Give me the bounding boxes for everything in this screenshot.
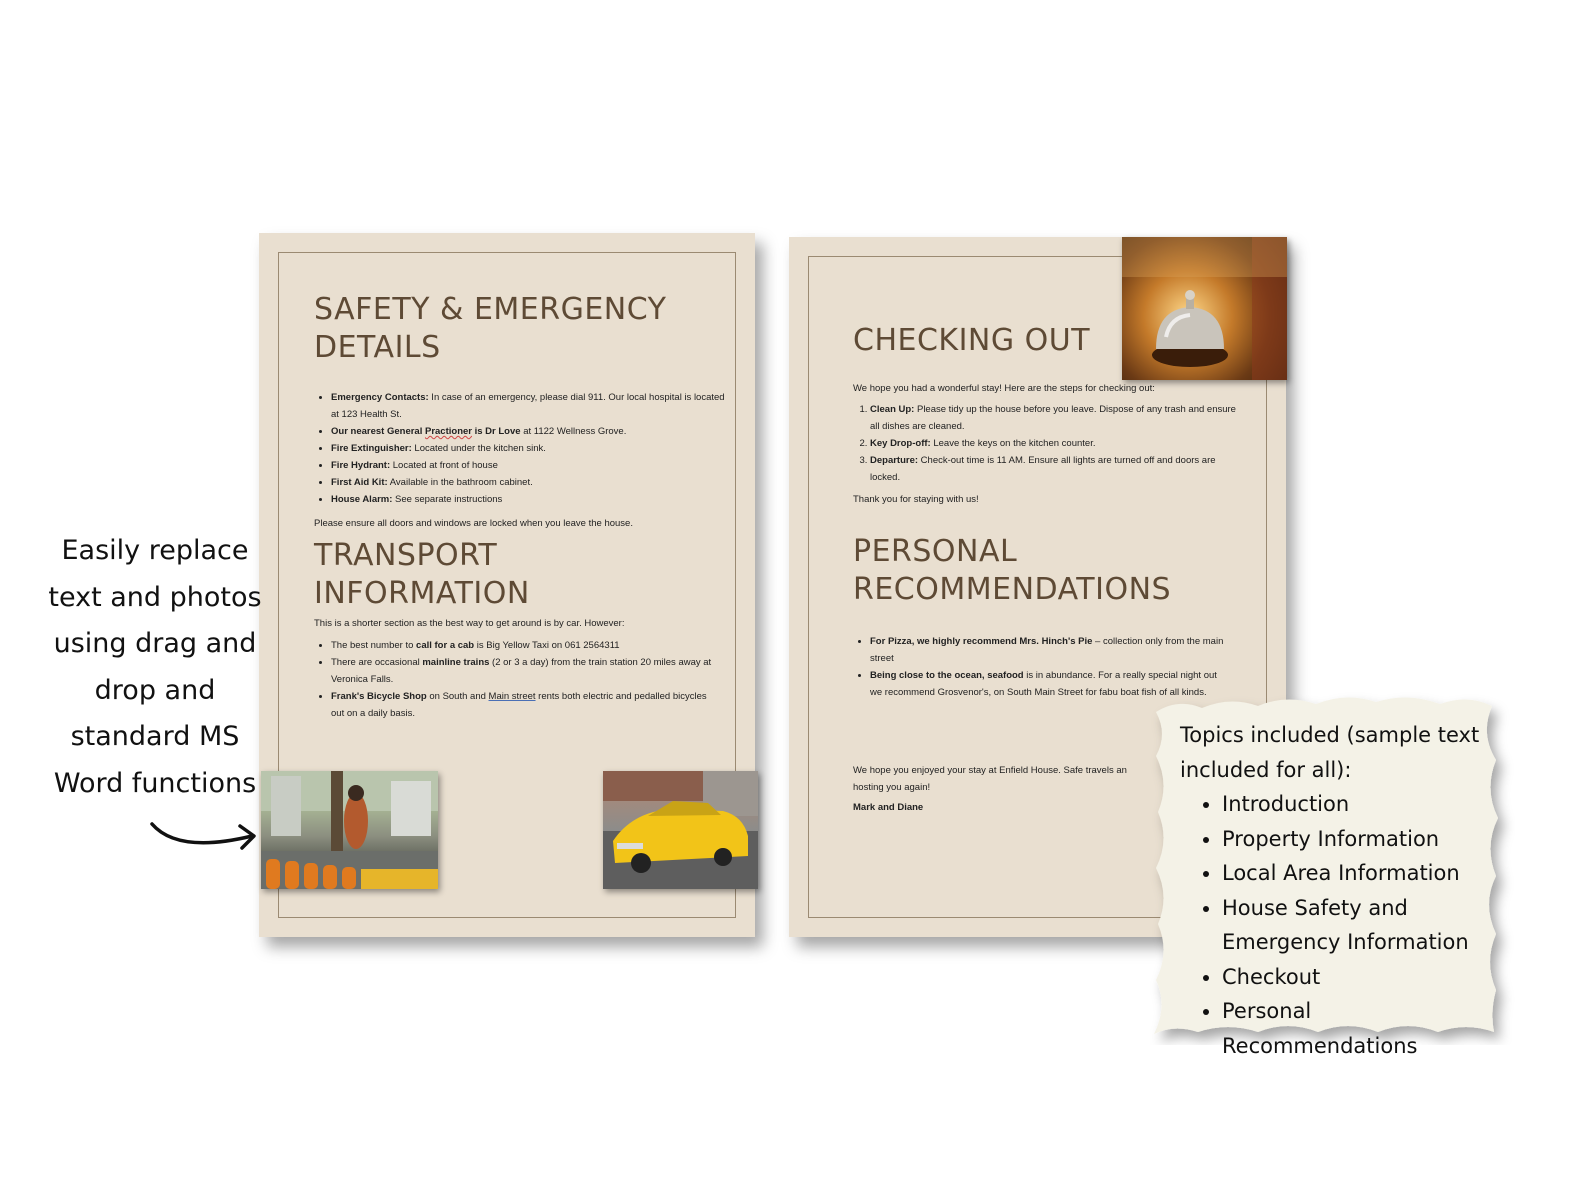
list-item: • First Aid Kit: Available in the bathroom cabinet. (331, 474, 731, 491)
taxi-photo-art (603, 771, 758, 889)
topics-heading-line2: included for all): (1180, 757, 1352, 782)
list-item: • Local Area Information (1222, 856, 1510, 891)
list-item: • Personal Recommendations (1222, 994, 1510, 1063)
main-street-link[interactable]: Main street (488, 691, 536, 702)
recommendations-heading (853, 533, 1171, 609)
transport-heading-line1: TRANSPORT (314, 538, 498, 573)
bicycle-photo-art (261, 771, 438, 889)
topics-heading-line1: Topics included (sample text (1180, 723, 1480, 747)
signature: Mark and Diane (853, 802, 924, 813)
annotation-line: using drag and (53, 628, 257, 659)
list-item: • Property Information (1222, 822, 1510, 857)
transport-intro: This is a shorter section as the best way to get around is by car. However: (314, 618, 625, 629)
transport-list (314, 637, 721, 722)
safety-note: Please ensure all doors and windows are locked when you leave the house. (314, 518, 633, 529)
annotation-line: standard MS (70, 721, 240, 752)
checkout-thanks: Thank you for staying with us! (853, 494, 979, 505)
topics-list (1180, 787, 1510, 1063)
annotation-line: text and photos (48, 581, 262, 613)
safety-heading-line2: DETAILS (314, 330, 441, 365)
list-item: • The best number to call for a cab is Big Yellow Taxi on 061 2564311 (331, 637, 721, 654)
list-item: • For Pizza, we highly recommend Mrs. Hinch's Pie – collection only from the main street (870, 633, 1230, 667)
annotation-line: Easily replace (61, 535, 249, 566)
safety-heading (314, 291, 666, 367)
list-item: • Frank's Bicycle Shop on South and Main street rents both electric and pedalled bicycles out on a daily basis. (331, 688, 721, 722)
safety-heading-line1: SAFETY & EMERGENCY (314, 292, 667, 327)
service-bell-photo[interactable] (1122, 237, 1287, 380)
annotation-line: Word functions (53, 767, 257, 799)
topics-list-block (1180, 718, 1510, 1063)
list-item: • Fire Hydrant: Located at front of house (331, 457, 731, 474)
bell-photo-art (1122, 237, 1287, 380)
list-item: • Introduction (1222, 787, 1510, 822)
list-item: • Our nearest General Practioner is Dr Love at 1122 Wellness Grove. (331, 423, 731, 440)
checkout-heading: CHECKING OUT (853, 323, 1091, 358)
list-item: 1. Clean Up: Please tidy up the house before you leave. Dispose of any trash and ensure all dishes are cleaned. (870, 401, 1240, 435)
yellow-taxi-photo[interactable] (603, 771, 758, 889)
list-item: 3. Departure: Check-out time is 11 AM. Ensure all lights are turned off and doors are locked. (870, 452, 1240, 486)
transport-heading-line2: INFORMATION (314, 576, 530, 611)
checkout-steps (853, 401, 1240, 486)
list-item: • House Alarm: See separate instructions (331, 491, 731, 508)
transport-heading (314, 537, 530, 613)
list-item: • Checkout (1222, 960, 1510, 995)
checkout-intro: We hope you had a wonderful stay! Here are the steps for checking out: (853, 383, 1155, 394)
recommendations-heading-line1: PERSONAL (853, 534, 1018, 569)
list-item: • Emergency Contacts: In case of an emergency, please dial 911. Our local hospital is located at 123 Health St. (331, 389, 731, 423)
closing-message: We hope you enjoyed your stay at Enfield House. Safe travels an hosting you again! (853, 765, 1127, 793)
bicycle-share-photo[interactable] (261, 771, 438, 889)
safety-list (314, 389, 731, 508)
list-item: • Fire Extinguisher: Located under the kitchen sink. (331, 440, 731, 457)
topics-note (1150, 690, 1515, 1058)
curved-arrow-icon (148, 814, 260, 860)
list-item: • There are occasional mainline trains (2 or 3 a day) from the train station 20 miles away at Veronica Falls. (331, 654, 721, 688)
list-item: • House Safety and Emergency Information (1222, 891, 1510, 960)
recommendations-heading-line2: RECOMMENDATIONS (853, 572, 1172, 607)
annotation-line: drop and (94, 674, 216, 706)
misspelled-word: Practioner (424, 426, 472, 437)
drag-and-drop-annotation (40, 528, 270, 807)
list-item: • Being close to the ocean, seafood is in abundance. For a really special night out we recommend Grosvenor's, on South Main Street for fabu boat fish of all kinds. (870, 667, 1230, 701)
list-item: 2. Key Drop-off: Leave the keys on the kitchen counter. (870, 435, 1240, 452)
